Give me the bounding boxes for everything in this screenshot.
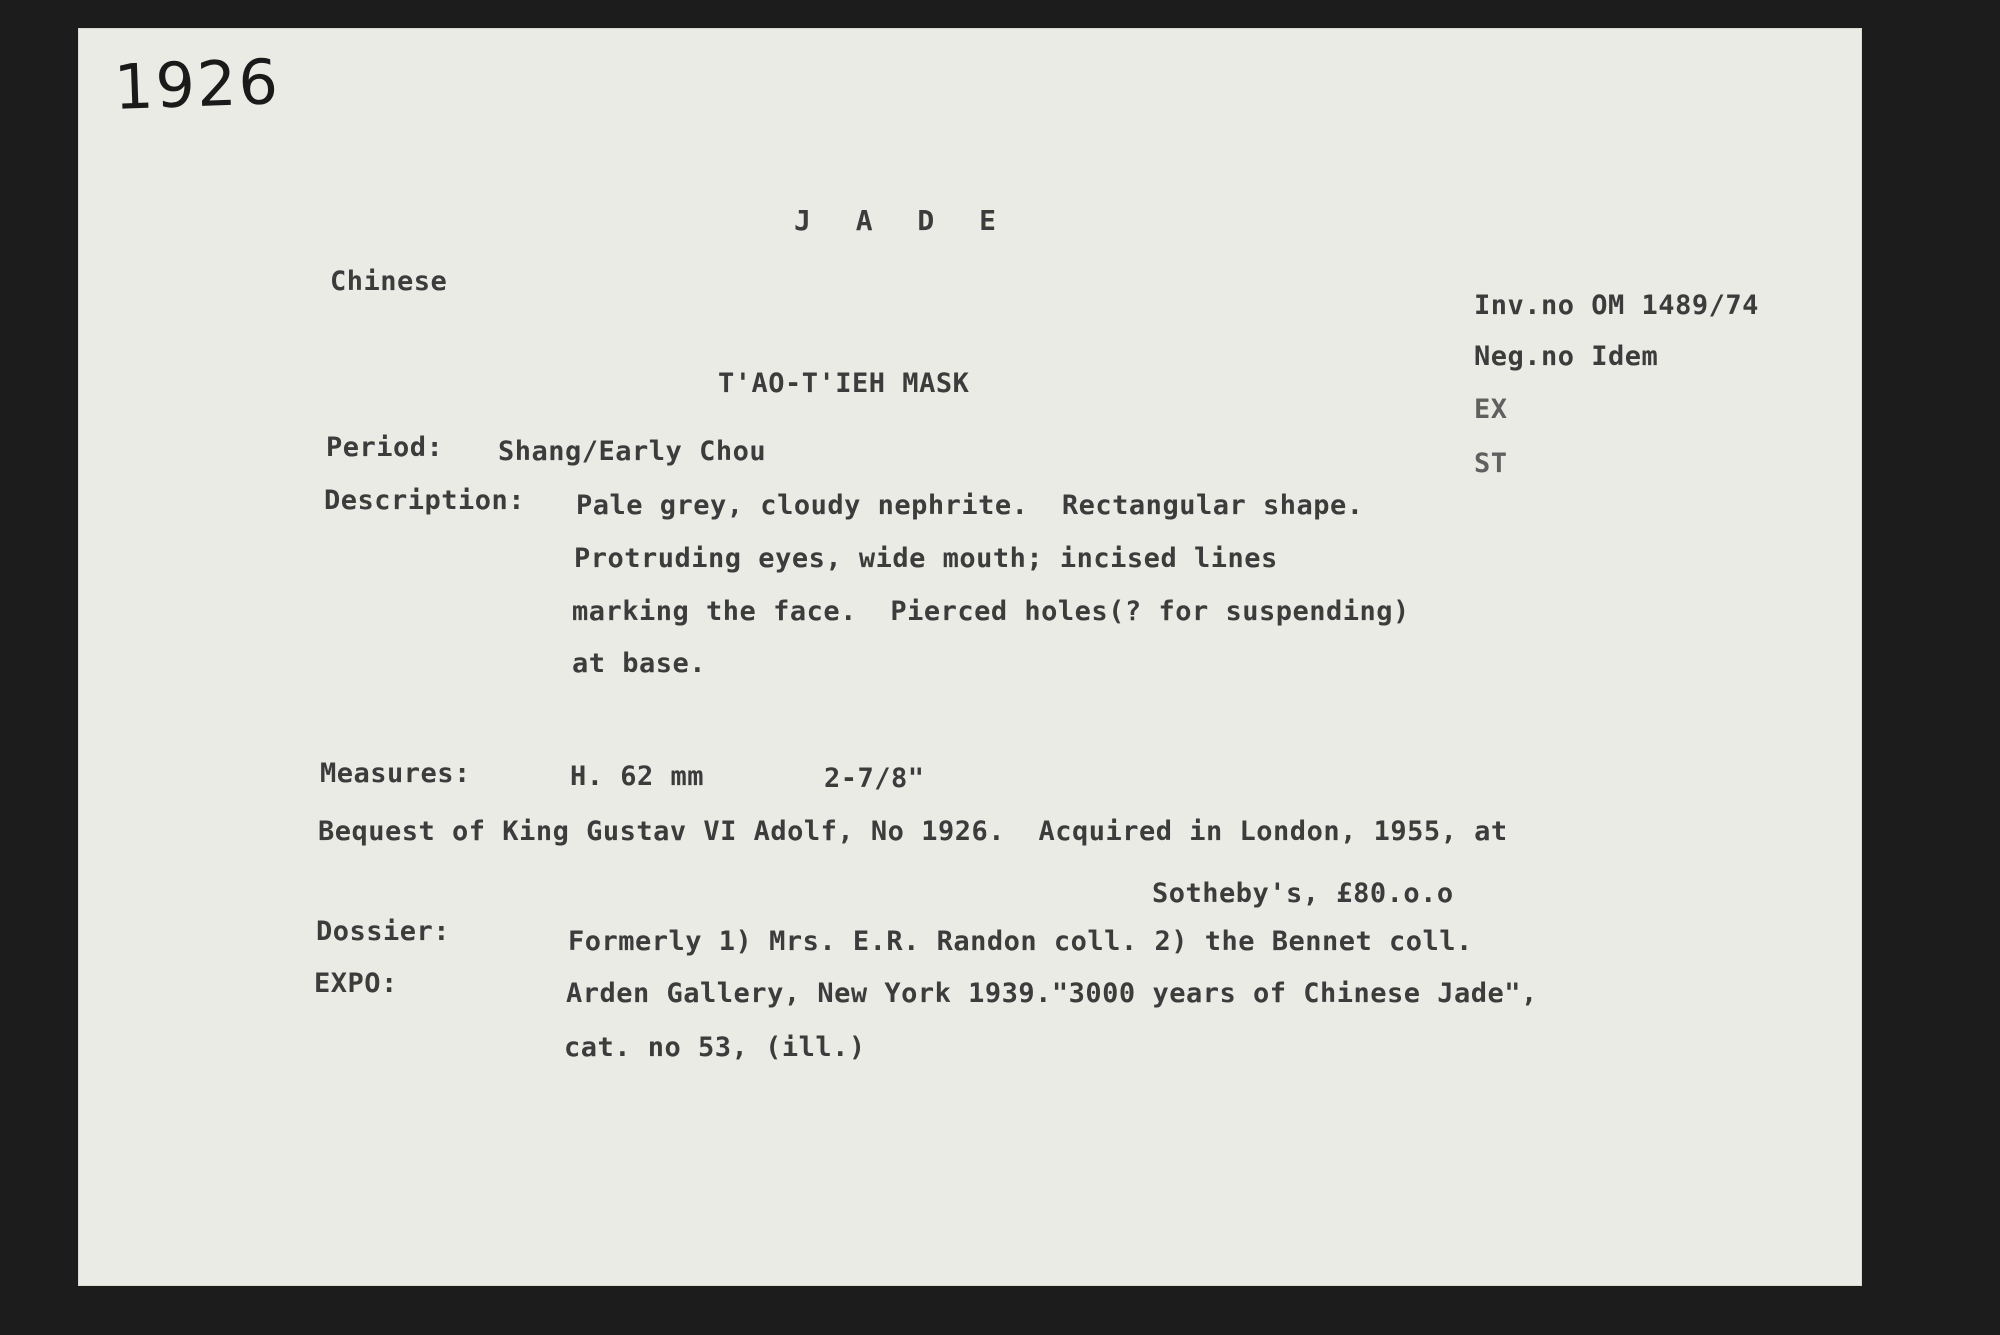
object-title: T'AO-T'IEH MASK xyxy=(718,368,970,399)
inventory-number: Inv.no OM 1489/74 xyxy=(1474,290,1759,321)
origin-label: Chinese xyxy=(330,266,448,297)
ex-mark: EX xyxy=(1474,394,1508,425)
handwritten-number: 1926 xyxy=(112,45,282,124)
period-value: Shang/Early Chou xyxy=(498,436,767,467)
description-line: Protruding eyes, wide mouth; incised lines xyxy=(574,543,1278,574)
dossier-value: Formerly 1) Mrs. E.R. Randon coll. 2) the Bennet coll. xyxy=(568,926,1473,957)
description-label: Description: xyxy=(324,485,526,516)
bequest-line: Bequest of King Gustav VI Adolf, No 1926. Acquired in London, 1955, at xyxy=(318,816,1508,847)
measures-imperial: 2-7/8" xyxy=(824,763,925,794)
description-line: Pale grey, cloudy nephrite. Rectangular shape. xyxy=(576,490,1364,521)
catalog-card xyxy=(78,28,1862,1286)
description-line: at base. xyxy=(572,648,707,679)
dossier-label: Dossier: xyxy=(316,916,451,947)
measures-label: Measures: xyxy=(320,758,471,789)
st-mark: ST xyxy=(1474,448,1508,479)
expo-line: cat. no 53, (ill.) xyxy=(564,1032,866,1063)
bequest-line: Sotheby's, £80.o.o xyxy=(1152,878,1454,909)
description-line: marking the face. Pierced holes(? for suspending) xyxy=(572,596,1410,627)
expo-line: Arden Gallery, New York 1939."3000 years of Chinese Jade", xyxy=(566,978,1538,1009)
category-heading: J A D E xyxy=(794,204,1011,237)
measures-metric: H. 62 mm xyxy=(570,761,705,792)
expo-label: EXPO: xyxy=(314,968,398,999)
period-label: Period: xyxy=(326,432,444,463)
negative-number: Neg.no Idem xyxy=(1474,341,1659,372)
